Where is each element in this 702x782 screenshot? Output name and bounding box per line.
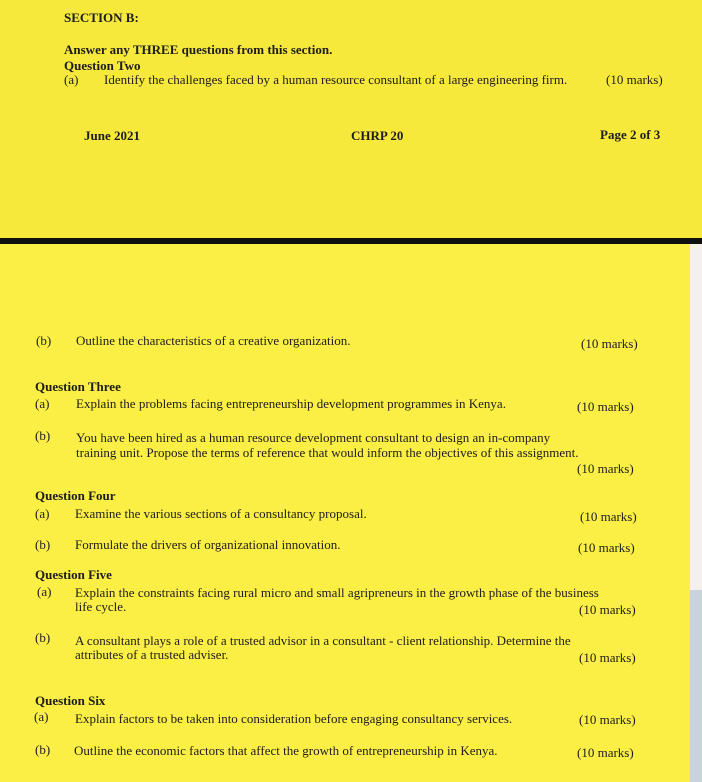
item-label: (b) (36, 333, 52, 348)
item-text: Formulate the drivers of organizational innovation. (75, 537, 341, 552)
footer-date: June 2021 (84, 128, 140, 143)
instruction: Answer any THREE questions from this section. (64, 42, 333, 57)
question-title: Question Five (35, 567, 112, 582)
item-label: (a) (34, 709, 49, 724)
item-marks: (10 marks) (606, 72, 663, 87)
question-title: Question Six (35, 693, 106, 708)
item-text-line2: life cycle. (75, 599, 127, 614)
item-marks: (10 marks) (579, 602, 636, 617)
item-label: (b) (35, 630, 51, 645)
item-marks: (10 marks) (577, 461, 634, 476)
item-label: (b) (35, 537, 51, 552)
item-marks: (10 marks) (577, 745, 634, 760)
item-label: (b) (35, 742, 51, 757)
item-text: Identify the challenges faced by a human resource consultant of a large engineering firm. (104, 72, 568, 87)
section-title: SECTION B: (64, 10, 139, 25)
item-text-line1: You have been hired as a human resource development consultant to design an in-company (76, 430, 551, 445)
item-text: Examine the various sections of a consultancy proposal. (75, 506, 367, 521)
footer-page: Page 2 of 3 (600, 127, 661, 142)
item-text: Outline the characteristics of a creative organization. (76, 333, 351, 348)
page-sheet-top (0, 0, 702, 238)
question-title: Question Three (35, 379, 121, 394)
item-text-line1: Explain the constraints facing rural micro and small agripreneurs in the growth phase of the business (75, 585, 599, 600)
item-text: Explain factors to be taken into consideration before engaging consultancy services. (75, 711, 513, 726)
question-title: Question Four (35, 488, 116, 503)
item-marks: (10 marks) (579, 712, 636, 727)
item-marks: (10 marks) (581, 336, 638, 351)
item-text-line1: A consultant plays a role of a trusted advisor in a consultant - client relationship. Determine the (75, 633, 571, 648)
item-text: Outline the economic factors that affect the growth of entrepreneurship in Kenya. (74, 743, 498, 758)
footer-code: CHRP 20 (351, 128, 404, 143)
item-text: Explain the problems facing entrepreneurship development programmes in Kenya. (76, 396, 506, 411)
item-label: (b) (35, 428, 51, 443)
item-text-line2: training unit. Propose the terms of reference that would inform the objectives of this assignment. (76, 445, 579, 460)
item-label: (a) (64, 72, 79, 87)
item-marks: (10 marks) (577, 399, 634, 414)
background-strip-lower (690, 590, 702, 782)
item-marks: (10 marks) (579, 650, 636, 665)
item-marks: (10 marks) (578, 540, 635, 555)
item-text-line2: attributes of a trusted adviser. (75, 647, 229, 662)
item-label: (a) (37, 584, 52, 599)
item-label: (a) (35, 396, 50, 411)
question-title: Question Two (64, 58, 141, 73)
item-marks: (10 marks) (580, 509, 637, 524)
item-label: (a) (35, 506, 50, 521)
